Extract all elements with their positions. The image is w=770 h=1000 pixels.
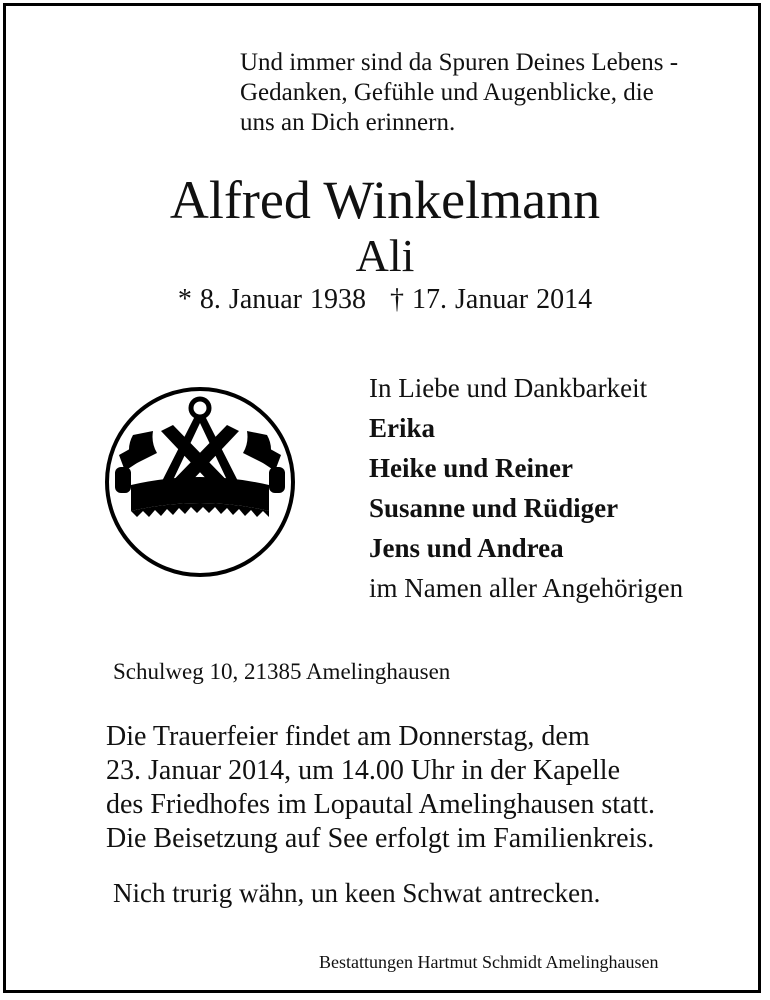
death-date: † 17. Januar 2014: [390, 284, 593, 315]
memorial-quote: [240, 48, 678, 138]
closing-saying: Nich trurig wähn, un keen Schwat antrecken.: [113, 878, 601, 908]
mourners-closing: im Namen aller Angehörigen: [369, 573, 684, 603]
deceased-nickname: Ali: [355, 230, 415, 281]
ceremony-line: Die Trauerfeier findet am Donnerstag, dem: [106, 721, 590, 752]
quote-line: Gedanken, Gefühle und Augenblicke, die: [240, 79, 654, 106]
carpenter-guild-emblem-icon: [103, 385, 297, 579]
deceased-name: Alfred Winkelmann: [169, 170, 601, 230]
quote-line: Und immer sind da Spuren Deines Lebens -: [240, 49, 679, 76]
life-dates: [0, 283, 770, 317]
mourner-name: Susanne und Rüdiger: [369, 493, 619, 523]
mourner-name: Heike und Reiner: [369, 453, 574, 483]
mourners-intro: In Liebe und Dankbarkeit: [369, 373, 648, 403]
mourner-name: Erika: [369, 413, 436, 443]
ceremony-line: 23. Januar 2014, um 14.00 Uhr in der Kapelle: [106, 755, 620, 786]
ceremony-line: Die Beisetzung auf See erfolgt im Familienkreis.: [106, 823, 655, 854]
birth-date: * 8. Januar 1938: [177, 284, 366, 315]
undertaker-credit: Bestattungen Hartmut Schmidt Amelinghausen: [319, 952, 659, 972]
mourners-block: [369, 368, 683, 608]
family-address: Schulweg 10, 21385 Amelinghausen: [113, 659, 451, 684]
quote-line: uns an Dich erinnern.: [240, 109, 456, 136]
ceremony-details: [106, 720, 655, 856]
ceremony-line: des Friedhofes im Lopautal Amelinghausen statt.: [106, 789, 656, 820]
mourner-name: Jens und Andrea: [369, 533, 564, 563]
